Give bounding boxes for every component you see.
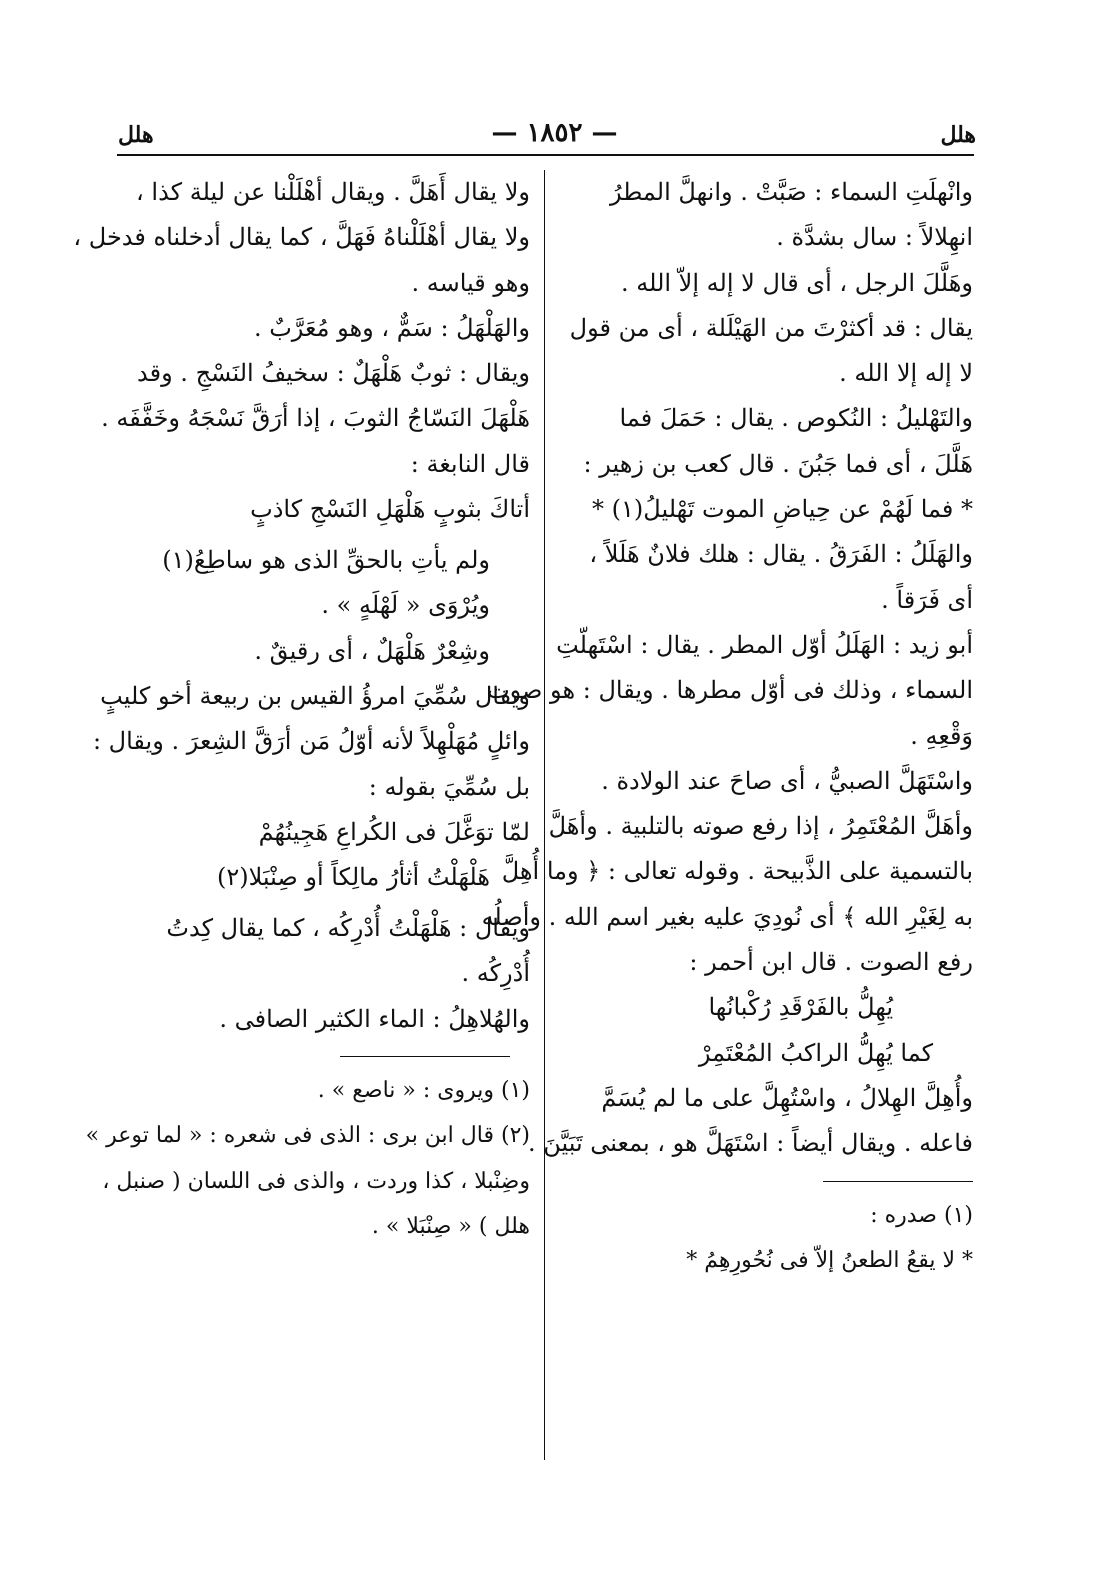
text-line: بل سُمِّيَ بقوله : <box>368 772 530 801</box>
verse-line: * فما لَهُمْ عن حِياضِ الموت تَهْليلُ(١) * <box>592 495 973 524</box>
text-line: ولا يقال أهْلَلْناهُ فَهَلَّ ، كما يقال أدخلناه فدخل ، <box>73 223 530 252</box>
text-line: يقال : قد أكثرْتَ من الهَيْلَلة ، أى من قول <box>569 313 973 342</box>
running-head-left: هلل <box>118 122 154 148</box>
text-line: أى فَرَقاً . <box>881 585 973 614</box>
text-line: وهو قياسه . <box>411 268 530 297</box>
verse-line: هَلْهَلْتُ أثأرُ مالِكاً أو صِنْبَلا(٢) <box>216 863 490 892</box>
text-line: وانْهلَتِ السماء : صَبَّتْ . وانهلَّ المطرُ <box>609 178 973 206</box>
text-line: قال النابغة : <box>410 449 530 478</box>
text-line: فاعله . ويقال أيضاً : اسْتَهَلَّ هو ، بمعنى تَبَيَّنَ . <box>527 1129 973 1158</box>
text-line: وشِعْرٌ هَلْهَلٌ ، أى رقيقٌ . <box>254 636 490 665</box>
text-line: هَلْهَلَ النَسّاجُ الثوبَ ، إذا أرَقَّ نَسْجَهُ وخَفَّفَه . <box>101 404 530 433</box>
left-column <box>73 170 530 1252</box>
verse-line: لمّا توَغَّلَ فى الكُراعِ هَجِينُهُمْ <box>258 817 530 846</box>
text-line: والتَهْليلُ : النُكوص . يقال : حَمَلَ فما <box>619 404 973 433</box>
text-line: والهَلْهَلُ : سَمٌّ ، وهو مُعَرَّبٌ . <box>253 313 530 342</box>
text-line: ويقال : ثوبٌ هَلْهَلٌ : سخيفُ النَسْجِ . وقد <box>137 359 530 388</box>
text-line: ويقال سُمِّيَ امرؤُ القيس بن ربيعة أخو كليبٍ <box>100 681 530 710</box>
footnote-line: (١) صدره : <box>870 1202 973 1228</box>
text-line: واسْتَهَلَّ الصبيُّ ، أى صاحَ عند الولادة . <box>601 766 973 795</box>
text-line: به لِغَيْرِ الله ﴾ أى نُودِيَ عليه بغير اسم الله . وأصلُه <box>481 902 973 931</box>
text-line: وَقْعِهِ . <box>910 721 973 750</box>
footnote-line: هلل ) « صِنْبَلا » . <box>371 1213 530 1239</box>
text-line: وأُهِلَّ الهِلالُ ، واسْتُهِلَّ على ما لم يُسَمَّ <box>601 1083 973 1112</box>
verse-line: يُهِلُّ بالفَرْقَدِ رُكْبانُها <box>708 993 893 1022</box>
footnote-line: (٢) قال ابن برى : الذى فى شعره : « لما توعر » <box>85 1123 530 1149</box>
header-rule <box>117 154 974 156</box>
running-head-right: هلل <box>940 122 976 148</box>
footnote-line: (١) ويروى : « ناصع » . <box>317 1078 530 1104</box>
footnote-rule <box>340 1056 510 1057</box>
text-line: ويقال : هَلْهَلْتُ أُدْرِكُه ، كما يقال كِدتُ <box>166 914 530 943</box>
page-number: — ١٨٥٢ — <box>491 118 618 148</box>
column-divider <box>544 170 545 1460</box>
verse-line: ولم يأتِ بالحقِّ الذى هو ساطِعُ(١) <box>162 546 490 575</box>
text-line: هَلَّلَ ، أى فما جَبُنَ . قال كعب بن زهير : <box>583 449 973 478</box>
text-line: ويُرْوَى « لَهْلَهٍ » . <box>321 591 490 620</box>
text-line: وأهَلَّ المُعْتَمِرُ ، إذا رفع صوته بالتلبية . وأهَلَّ <box>548 812 973 841</box>
verse-line: كما يُهِلُّ الراكبُ المُعْتَمِرْ <box>698 1038 933 1067</box>
text-line: السماء ، وذلك فى أوّل مطرها . ويقال : هو صوت <box>487 676 973 705</box>
text-line: والهَلَلُ : الفَرَقُ . يقال : هلك فلانٌ هَلَلاً ، <box>589 540 973 569</box>
footnote-line: وضِنْبلا ، كذا وردت ، والذى فى اللسان ( صنبل ، <box>102 1168 530 1194</box>
text-line: وهَلَّلَ الرجل ، أى قال لا إله إلاّ الله . <box>621 268 973 297</box>
text-line: أُدْرِكُه . <box>461 959 530 988</box>
text-line: لا إله إلا الله . <box>839 359 973 388</box>
text-line: بالتسمية على الذَّبيحة . وقوله تعالى : ﴿ وما أُهِلَّ <box>501 857 973 886</box>
text-line: أبو زيد : الهَلَلُ أوّل المطر . يقال : اسْتَهلّتِ <box>556 630 973 659</box>
text-line: وائلٍ مُهَلْهِلاً لأنه أوّلُ مَن أرَقَّ الشِعرَ . ويقال : <box>92 727 530 756</box>
text-line: ولا يقال أَهَلَّ . ويقال أهْلَلْنا عن ليلة كذا ، <box>136 178 530 206</box>
text-line: انهِلالاً : سال بشدَّة . <box>776 223 973 252</box>
footnote-rule <box>823 1181 973 1182</box>
verse-line: أتاكَ بثوبٍ هَلْهَلِ النَسْجِ كاذبٍ <box>250 495 530 524</box>
text-line: رفع الصوت . قال ابن أحمر : <box>689 948 973 977</box>
footnote-line: * لا يقعُ الطعنُ إلاّ فى نُحُورِهِمُ * <box>686 1247 973 1273</box>
text-line: والهُلاهِلُ : الماء الكثير الصافى . <box>219 1004 530 1033</box>
